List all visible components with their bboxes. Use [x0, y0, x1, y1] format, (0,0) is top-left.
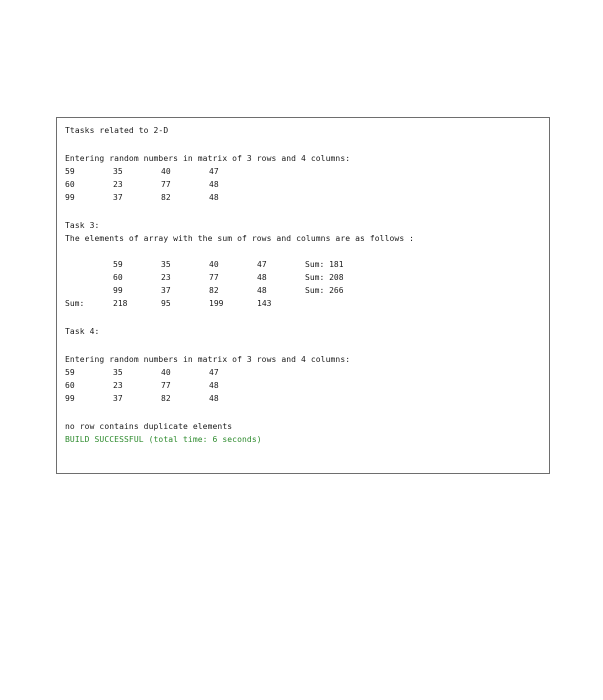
sum-row: [65, 286, 535, 296]
matrix-cell: 47: [209, 167, 219, 176]
matrix-cell: 40: [161, 368, 171, 377]
matrix-cell: 35: [113, 167, 123, 176]
column-sum-row: [65, 299, 535, 309]
column-sum: 143: [257, 299, 272, 308]
task3-heading: Task 3:: [65, 221, 100, 230]
matrix-cell: 77: [209, 273, 219, 282]
column-sum: 199: [209, 299, 224, 308]
matrix-cell: 77: [161, 180, 171, 189]
matrix-cell: 48: [209, 180, 219, 189]
matrix-cell: 99: [65, 193, 75, 202]
matrix-cell: 35: [161, 260, 171, 269]
matrix-cell: 82: [161, 394, 171, 403]
matrix-cell: 99: [65, 394, 75, 403]
matrix-row: [65, 381, 535, 391]
duplicate-result: no row contains duplicate elements: [65, 422, 233, 431]
matrix-cell: 77: [161, 381, 171, 390]
matrix-row: [65, 193, 535, 203]
matrix-cell: 47: [209, 368, 219, 377]
matrix-heading-1: Entering random numbers in matrix of 3 rows and 4 columns:: [65, 154, 351, 163]
matrix-cell: 23: [113, 180, 123, 189]
matrix-cell: 48: [209, 394, 219, 403]
build-status: BUILD SUCCESSFUL (total time: 6 seconds): [65, 435, 262, 444]
matrix-cell: 82: [209, 286, 219, 295]
matrix-cell: 40: [209, 260, 219, 269]
row-sum: Sum: 266: [305, 286, 344, 295]
matrix-row: [65, 368, 535, 378]
matrix-cell: 23: [113, 381, 123, 390]
matrix-cell: 40: [161, 167, 171, 176]
column-sum: 218: [113, 299, 128, 308]
matrix-cell: 82: [161, 193, 171, 202]
matrix-cell: 59: [65, 368, 75, 377]
matrix-cell: 48: [257, 273, 267, 282]
matrix-cell: 37: [113, 394, 123, 403]
matrix-cell: 37: [161, 286, 171, 295]
task3-description: The elements of array with the sum of rows and columns are as follows :: [65, 234, 415, 243]
matrix-cell: 35: [113, 368, 123, 377]
row-sum: Sum: 208: [305, 273, 344, 282]
matrix-cell: 59: [65, 167, 75, 176]
matrix-cell: 60: [65, 381, 75, 390]
matrix-cell: 48: [257, 286, 267, 295]
output-title: Ttasks related to 2-D: [65, 126, 169, 135]
row-sum: Sum: 181: [305, 260, 344, 269]
matrix-row: [65, 167, 535, 177]
matrix-cell: 37: [113, 193, 123, 202]
matrix-row: [65, 394, 535, 404]
output-console: [56, 117, 550, 474]
matrix-heading-2: Entering random numbers in matrix of 3 rows and 4 columns:: [65, 355, 351, 364]
matrix-cell: 48: [209, 193, 219, 202]
column-sum-label: Sum:: [65, 299, 85, 308]
matrix-cell: 47: [257, 260, 267, 269]
matrix-cell: 60: [113, 273, 123, 282]
column-sum: 95: [161, 299, 171, 308]
matrix-cell: 48: [209, 381, 219, 390]
task4-heading: Task 4:: [65, 327, 100, 336]
sum-row: [65, 273, 535, 283]
matrix-cell: 60: [65, 180, 75, 189]
matrix-cell: 23: [161, 273, 171, 282]
matrix-cell: 99: [113, 286, 123, 295]
matrix-row: [65, 180, 535, 190]
matrix-cell: 59: [113, 260, 123, 269]
sum-row: [65, 260, 535, 270]
